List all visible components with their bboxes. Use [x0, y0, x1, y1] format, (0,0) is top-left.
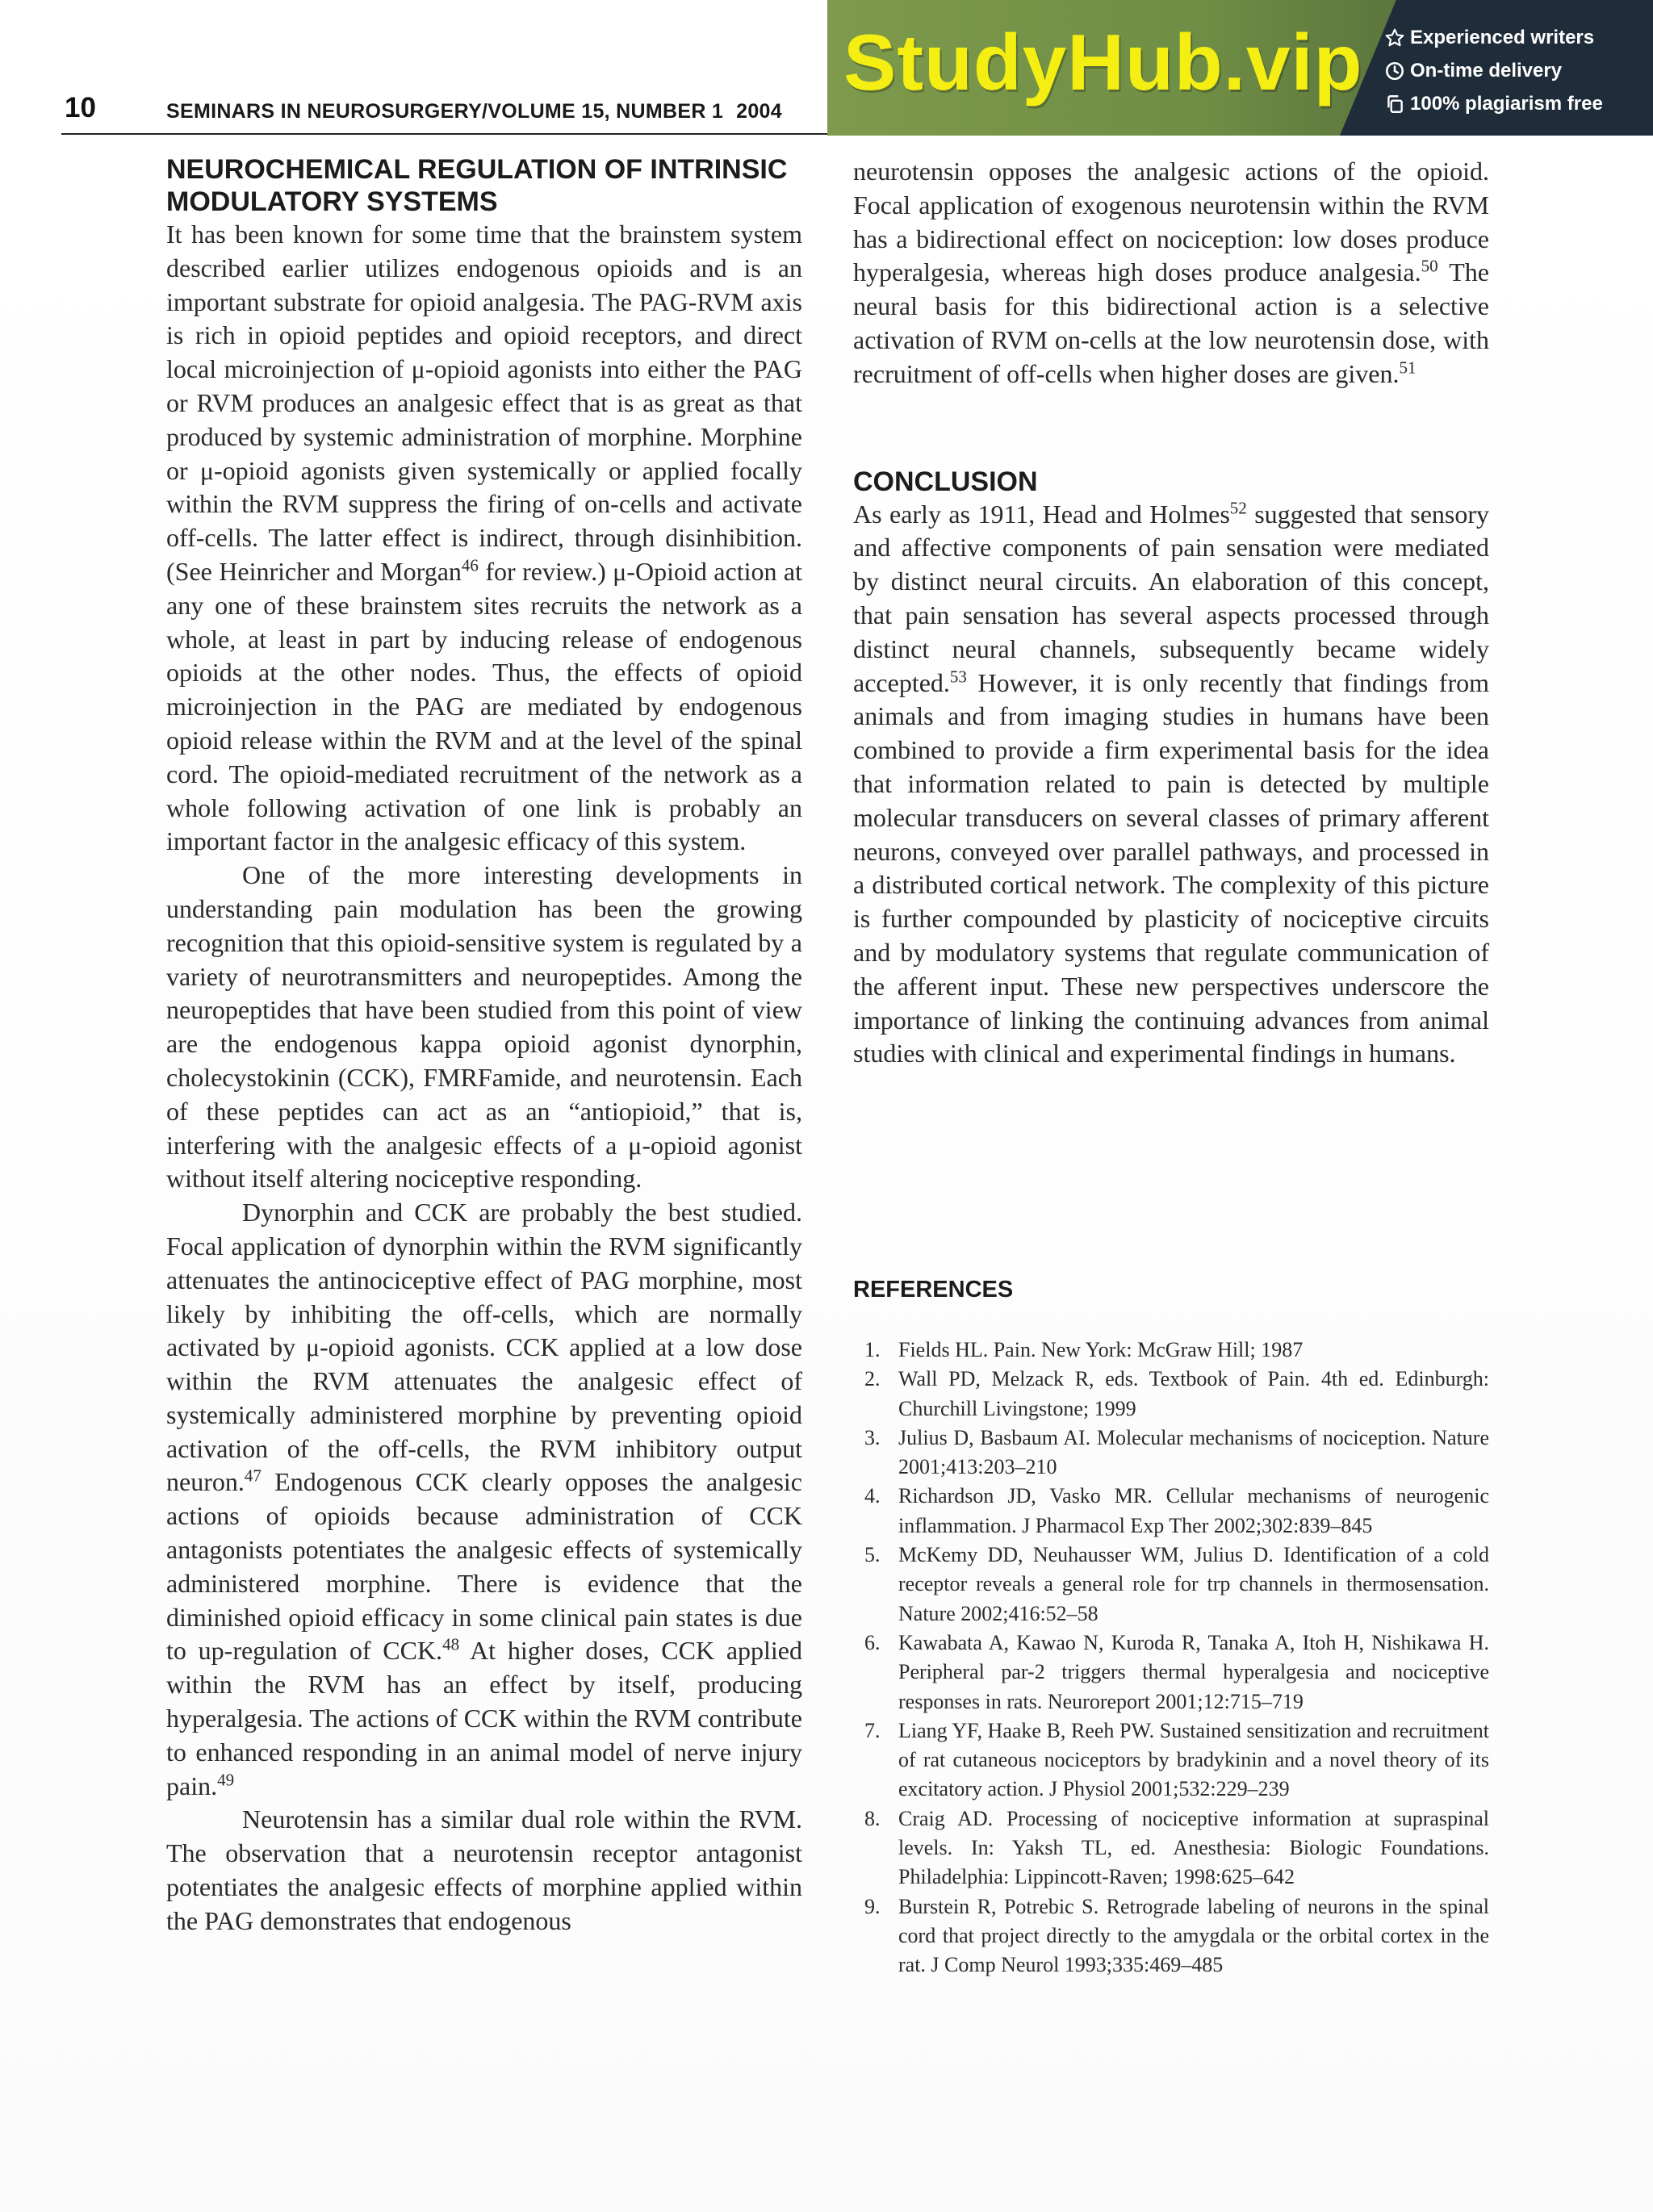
- citation: 48: [442, 1634, 460, 1654]
- reference-text: Craig AD. Processing of nociceptive information at supraspinal levels. In: Yaksh TL, ed. Anesthesia: Biologic Foundations. Philadelphia: Lippincott-Raven; 1998:625–642: [898, 1806, 1489, 1889]
- running-head: [166, 100, 782, 123]
- reference-number: 1.: [864, 1338, 881, 1361]
- star-icon: [1384, 27, 1405, 48]
- reference-item: [853, 1629, 1489, 1716]
- paragraph: [166, 218, 802, 859]
- reference-item: [853, 1804, 1489, 1892]
- citation: 51: [1399, 358, 1417, 378]
- reference-number: 2.: [864, 1367, 881, 1391]
- banner-features: [1384, 21, 1603, 120]
- text-run: Endogenous CCK clearly opposes the analgesic actions of opioids because administration of CCK antagonists potentiates the analgesic effects of systemically administered morphine. There is evidence that the diminished opioid efficacy in some clinical pain states is due to up-regulation of CCK.: [166, 1467, 802, 1666]
- reference-text: Richardson JD, Vasko MR. Cellular mechanisms of neurogenic inflammation. J Pharmacol Exp Ther 2002;302:839–845: [898, 1484, 1489, 1537]
- reference-text: Wall PD, Melzack R, eds. Textbook of Pain. 4th ed. Edinburgh: Churchill Livingstone; 1999: [898, 1367, 1489, 1420]
- reference-text: Burstein R, Potrebic S. Retrograde labeling of neurons in the spinal cord that project directly to the amygdala or the orbital cortex in the rat. J Comp Neurol 1993;335:469–485: [898, 1894, 1489, 1977]
- text-run: However, it is only recently that findings from animals and from imaging studies in humans have been combined to provide a firm experimental basis for the idea that information related to pain is detected by multiple molecular transducers on several classes of primary afferent neurons, conveyed over parallel pathways, and processed in a distributed cortical network. The complexity of this picture is further compounded by plasticity of nociceptive circuits and by modulatory systems that regulate communication of the afferent input. These new perspectives underscore the importance of linking the continuing advances from animal studies with clinical and experimental findings in humans.: [853, 667, 1489, 1068]
- citation: 53: [949, 666, 967, 686]
- text-run: It has been known for some time that the brainstem system described earlier utilizes endogenous opioids and is an important substrate for opioid analgesia. The PAG-RVM axis is rich in opioid peptides and opioid receptors, and direct local microinjection of μ-opioid agonists into either the PAG or RVM produces an analgesic effect that is as great as that produced by systemic administration of morphine. Morphine or μ-opioid agonists given systemically or applied focally within the RVM suppress the firing of on-cells and activate off-cells. The latter effect is indirect, through disinhibition. (See Heinricher and Morgan: [166, 220, 802, 586]
- page-number: 10: [65, 92, 96, 123]
- text-run: Dynorphin and CCK are probably the best studied. Focal application of dynorphin within the RVM significantly attenuates the antinociceptive effect of PAG morphine, most likely by inhibiting the off-cells, which are normally activated by μ-opioid agonists. CCK applied at a low dose within the RVM attenuates the analgesic effect of systemically administered morphine by preventing opioid activation of the off-cells, the RVM inhibitory output neuron.: [166, 1198, 802, 1497]
- feature-label: On-time delivery: [1410, 59, 1563, 82]
- text-run: suggested that sensory and affective components of pain sensation were mediated by distinct neural circuits. An elaboration of this concept, that pain sensation has several aspects processed through distinct neural channels, subsequently became widely accepted.: [853, 499, 1489, 697]
- reference-number: 4.: [864, 1484, 881, 1508]
- banner-logo[interactable]: StudyHub.vip: [843, 18, 1363, 107]
- reference-number: 3.: [864, 1425, 881, 1449]
- right-column: [853, 155, 1489, 1071]
- paragraph: Neurotensin has a similar dual role within the RVM. The observation that a neurotensin receptor antagonist potentiates the analgesic effects of morphine applied within the PAG demonstrates that endogenous: [166, 1804, 802, 1935]
- text-run: neurotensin opposes the analgesic actions of the opioid. Focal application of exogenous neurotensin within the RVM has a bidirectional effect on nociception: low doses produce hyperalgesia, whereas high doses produce analgesia.: [853, 157, 1489, 287]
- section-heading-conclusion: CONCLUSION: [853, 466, 1038, 497]
- reference-item: [853, 1541, 1489, 1629]
- section-heading-neurochemical: NEUROCHEMICAL REGULATION OF INTRINSIC MODULATORY SYSTEMS: [166, 154, 788, 217]
- reference-number: 7.: [864, 1718, 881, 1742]
- text-run: At higher doses, CCK applied within the RVM has an effect by itself, producing hyperalgesia. The actions of CCK within the RVM contribute to enhanced responding in an animal model of nerve injury pain.: [166, 1636, 803, 1800]
- reference-text: Kawabata A, Kawao N, Kuroda R, Tanaka A, Itoh H, Nishikawa H. Peripheral par-2 triggers thermal hyperalgesia and nociceptive responses in rats. Neuroreport 2001;12:715–719: [898, 1630, 1489, 1713]
- reference-item: [853, 1482, 1489, 1541]
- paragraph: [853, 498, 1489, 1072]
- journal-year: 2004: [736, 100, 782, 123]
- feature-experienced-writers: [1384, 21, 1603, 54]
- feature-label: 100% plagiarism free: [1410, 92, 1603, 115]
- reference-text: Julius D, Basbaum AI. Molecular mechanisms of nociception. Nature 2001;413:203–210: [898, 1425, 1489, 1479]
- citation: 49: [217, 1770, 235, 1789]
- text-run: The neural basis for this bidirectional action is a selective activation of RVM on-cells at the low neurotensin dose, with recruitment of off-cells when higher doses are given.: [853, 257, 1490, 388]
- reference-item: [853, 1365, 1489, 1424]
- journal-title: SEMINARS IN NEUROSURGERY/VOLUME 15, NUMBER 1: [166, 100, 724, 123]
- reference-number: 6.: [864, 1630, 881, 1654]
- reference-item: [853, 1336, 1489, 1365]
- feature-plagiarism-free: [1384, 87, 1603, 120]
- studyhub-banner[interactable]: [827, 0, 1653, 136]
- paragraph: One of the more interesting developments in understanding pain modulation has been the growing recognition that this opioid-sensitive system is regulated by a variety of neurotransmitters and neuropeptides. Among the neuropeptides that have been studied from this point of view are the endogenous kappa opioid agonist dynorphin, cholecystokinin (CCK), FMRFamide, and neurotensin. Each of these peptides can act as an “antiopioid,” that is, interfering with the analgesic effects of a μ-opioid agonist without itself altering nociceptive responding.: [166, 860, 802, 1194]
- reference-list: [853, 1336, 1489, 1980]
- reference-item: [853, 1424, 1489, 1482]
- reference-number: 5.: [864, 1543, 881, 1567]
- reference-text: McKemy DD, Neuhausser WM, Julius D. Identification of a cold receptor reveals a general role for trp channels in thermosensation. Nature 2002;416:52–58: [898, 1543, 1489, 1625]
- feature-label: Experienced writers: [1410, 26, 1595, 48]
- citation: 50: [1421, 256, 1438, 276]
- text-run: As early as 1911, Head and Holmes: [853, 499, 1230, 529]
- citation: 52: [1229, 497, 1247, 517]
- reference-number: 8.: [864, 1806, 881, 1830]
- references-heading: REFERENCES: [853, 1277, 1014, 1303]
- reference-item: [853, 1716, 1489, 1804]
- text-run: for review.) μ-Opioid action at any one of these brainstem sites recruits the network as a whole, at least in part by inducing release of endogenous opioids at the other nodes. Thus, the effects of opioid microinjection in the PAG are mediated by endogenous opioid release within the RVM and at the level of the spinal cord. The opioid-mediated recruitment of the network as a whole following activation of one link is probably an important factor in the analgesic efficacy of this system.: [166, 556, 803, 856]
- header-rule: [61, 133, 828, 135]
- feature-on-time-delivery: [1384, 54, 1603, 87]
- citation: 46: [461, 555, 479, 575]
- left-column: [166, 153, 802, 1938]
- reference-text: Fields HL. Pain. New York: McGraw Hill; 1987: [898, 1338, 1304, 1361]
- paragraph: [853, 155, 1489, 391]
- paragraph: [166, 1196, 802, 1803]
- copy-icon: [1384, 94, 1405, 115]
- reference-text: Liang YF, Haake B, Reeh PW. Sustained sensitization and recruitment of rat cutaneous nociceptors by bradykinin and a novel theory of its excitatory action. J Physiol 2001;532:229–239: [898, 1718, 1489, 1801]
- citation: 47: [244, 1466, 262, 1486]
- clock-icon: [1384, 61, 1405, 82]
- reference-number: 9.: [864, 1894, 881, 1918]
- reference-item: [853, 1892, 1489, 1980]
